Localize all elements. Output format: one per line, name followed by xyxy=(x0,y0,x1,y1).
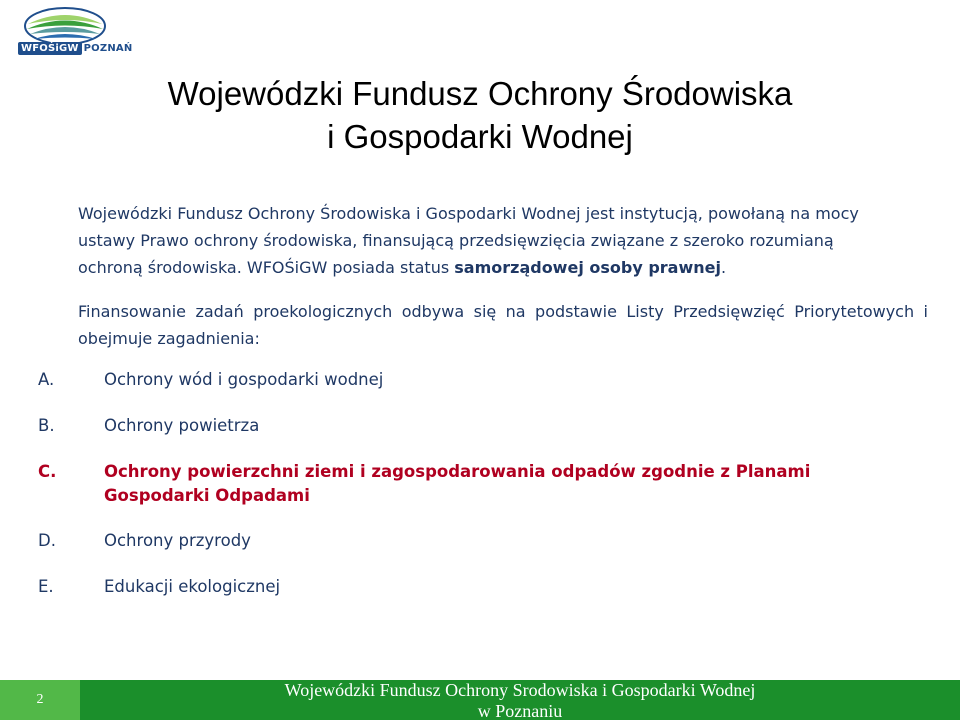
list-marker: A. xyxy=(38,370,55,389)
intro-bold: samorządowej osoby prawnej xyxy=(454,258,721,277)
list-marker: D. xyxy=(38,531,56,550)
list-text: Edukacji ekologicznej xyxy=(104,577,281,596)
title-line-1: Wojewódzki Fundusz Ochrony Środowiska xyxy=(167,75,793,112)
intro-text: Wojewódzki Fundusz Ochrony Środowiska i Gospodarki Wodnej jest instytucją, powołaną na mocy ustawy Prawo ochrony środowiska, finansującą przedsięwzięcia związane z szeroko rozumianą ochroną środowiska. WFOŚiGW posiada status xyxy=(78,204,859,277)
list-marker: C. xyxy=(38,462,57,481)
financing-paragraph: Finansowanie zadań proekologicznych odbywa się na podstawie Listy Przedsięwzięć Priorytetowych i obejmuje zagadnienia: xyxy=(78,302,928,348)
logo-graphic xyxy=(10,2,120,46)
logo-badge: WFOŚiGW xyxy=(18,42,82,55)
list-text: Ochrony powierzchni ziemi i zagospodarowania odpadów zgodnie z Planami Gospodarki Odpadami xyxy=(104,462,811,505)
footer-line-1: Wojewódzki Fundusz Ochrony Srodowiska i Gospodarki Wodnej xyxy=(284,680,756,700)
footer-bar xyxy=(0,680,960,720)
page-title xyxy=(0,72,960,158)
footer-text xyxy=(80,680,960,722)
list-marker: E. xyxy=(38,577,54,596)
page-number: 2 xyxy=(0,680,80,720)
logo-city: POZNAŃ xyxy=(83,43,133,54)
footer-line-2: w Poznaniu xyxy=(477,701,563,721)
list-text: Ochrony przyrody xyxy=(104,531,251,550)
list-text: Ochrony powietrza xyxy=(104,416,260,435)
list-text: Ochrony wód i gospodarki wodnej xyxy=(104,370,384,389)
wfosigw-logo xyxy=(10,2,133,60)
logo-text xyxy=(18,43,132,54)
list-marker: B. xyxy=(38,416,55,435)
intro-paragraph xyxy=(78,200,878,281)
title-line-2: i Gospodarki Wodnej xyxy=(327,118,633,155)
intro-end: . xyxy=(720,258,727,277)
